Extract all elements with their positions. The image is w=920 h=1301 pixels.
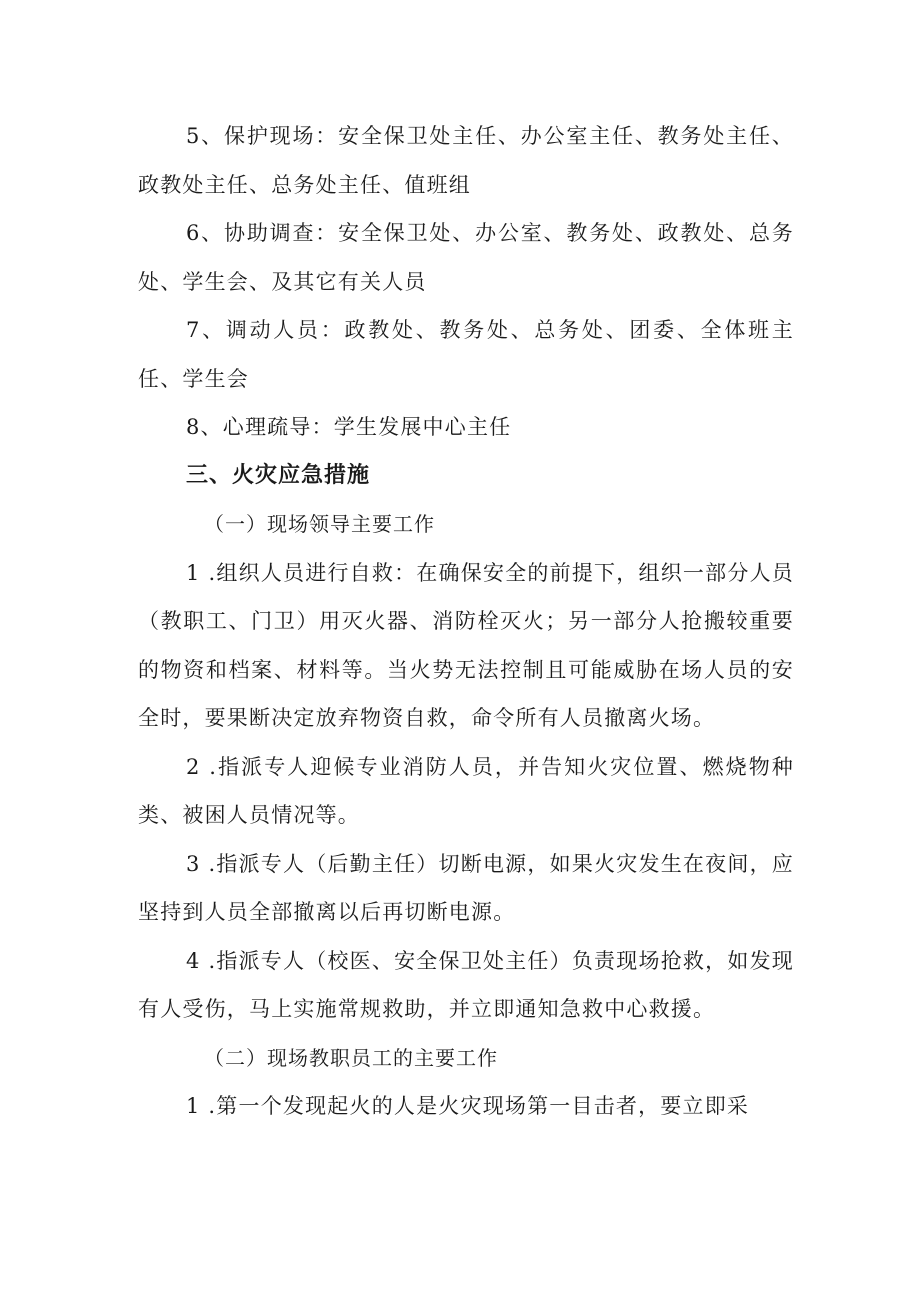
paragraph-item-6: 6、协助调查：安全保卫处、办公室、教务处、政教处、总务处、学生会、及其它有关人员 — [138, 221, 794, 294]
paragraph-leader-duty-2: 2 .指派专人迎候专业消防人员，并告知火灾位置、燃烧物种类、被困人员情况等。 — [138, 754, 794, 827]
paragraph-item-8: 8、心理疏导：学生发展中心主任 — [186, 415, 512, 439]
paragraph-leader-duty-1: 1 .组织人员进行自救：在确保安全的前提下，组织一部分人员（教职工、门卫）用灭火器、消防栓灭火；另一部分人抢搬较重要的物资和档案、材料等。当火势无法控制且可能威胁在场人员的安全时，要果断决定放弃物资自救，命令所有人员撤离火场。 — [138, 560, 794, 730]
paragraph-leader-duty-3: 3 .指派专人（后勤主任）切断电源，如果火灾发生在夜间，应坚持到人员全部撤离以后再切断电源。 — [138, 851, 794, 924]
subsection-heading-leader-duties: （一）现场领导主要工作 — [204, 512, 435, 536]
paragraph-item-7: 7、调动人员：政教处、教务处、总务处、团委、全体班主任、学生会 — [138, 318, 794, 391]
subsection-heading-staff-duties: （二）现场教职员工的主要工作 — [204, 1045, 498, 1070]
paragraph-staff-duty-1: 1 .第一个发现起火的人是火灾现场第一目击者，要立即采 — [186, 1094, 750, 1118]
paragraph-item-5: 5、保护现场：安全保卫处主任、办公室主任、教务处主任、政教处主任、总务处主任、值班组 — [138, 124, 794, 197]
section-heading-fire-emergency: 三、火灾应急措施 — [186, 462, 371, 488]
paragraph-leader-duty-4: 4 .指派专人（校医、安全保卫处主任）负责现场抢救，如发现有人受伤，马上实施常规救助，并立即通知急救中心救援。 — [138, 948, 794, 1021]
document-body — [138, 112, 794, 1131]
